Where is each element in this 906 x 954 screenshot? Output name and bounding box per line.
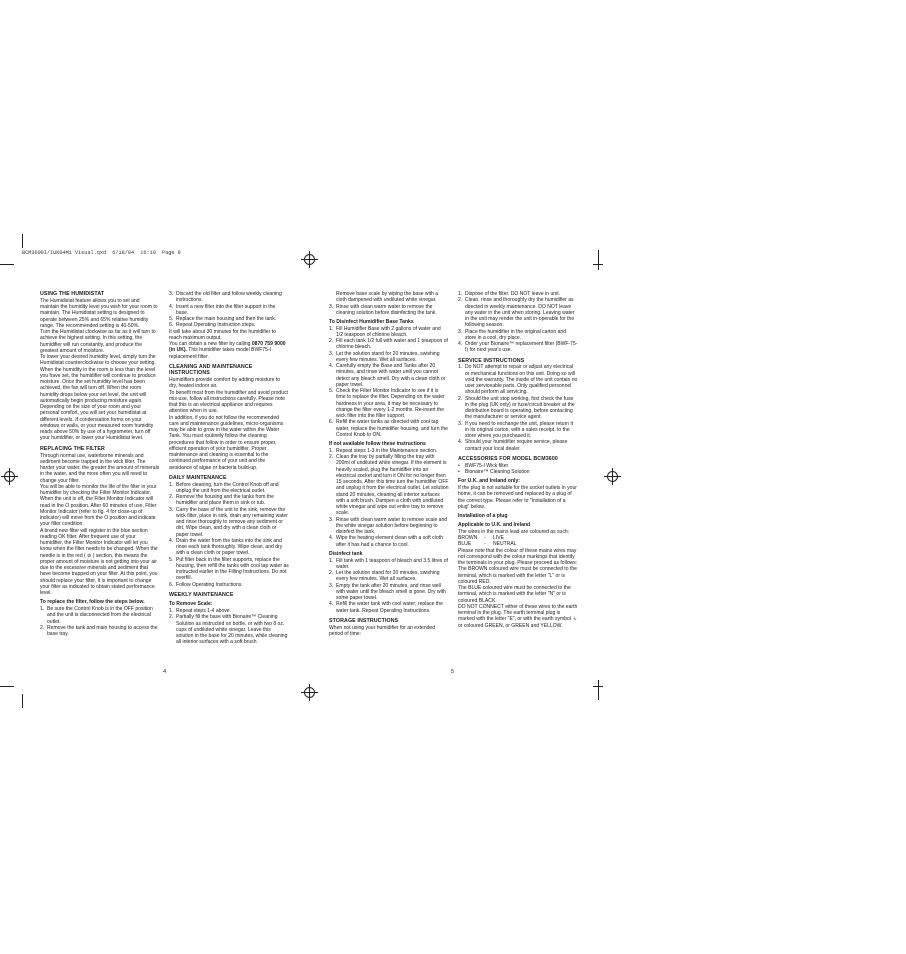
- list-item: 1. Repeat steps 1-3 in the Maintenance section.: [329, 447, 438, 454]
- numbered-list: [169, 291, 289, 329]
- page-number-left: 4: [163, 669, 167, 675]
- paragraph: In addition, if you do not follow the recommended care and maintenance guidelines, micro-organisms may be able to grow in the water within the Water Tank. You must routinely follow the cleaning procedures that follow in order to ensure proper, efficient operation of your humidifier. Proper maintenance and cleaning is essential to the continued performance of your unit and the avoidance of algae or bacteria build-up.: [169, 414, 284, 471]
- subsection-title: To replace the filter, follow the steps below.: [40, 599, 145, 606]
- list-item: 4. Drain the water from the tanks into the sink and rinse each tank thoroughly. Wipe clean, and dry with a clean cloth or paper towel.: [169, 537, 283, 557]
- list-item: 2. Remove the housing and the tanks from the humidifier and place them in sink or tub.: [169, 494, 274, 507]
- list-item: 1. Be sure the Control Knob is in the OFF position and the unit is disconnected from the electrical outlet.: [40, 606, 153, 625]
- bullet-list: [458, 463, 578, 476]
- paragraph: When the humidity in the room is less than the level you have set, the humidifier will continue to produce moisture. Once the set humidity level has been achieved, the fan will turn off. When the room humidity drops below your set level, the unit will automatically begin producing moisture again.: [40, 366, 156, 404]
- list-item: 6. Refill the water tanks as directed with cool tap water, replace the humidifier housing, and turn the Control Knob to ON.: [329, 419, 448, 438]
- crop-mark: [0, 264, 14, 265]
- section-title: WEEKLY MAINTENANCE: [169, 591, 234, 598]
- crop-mark: [22, 694, 23, 708]
- list-item: 3. Place the humidifier in the original carton and store in a cool, dry place.: [458, 328, 566, 341]
- section-title: CLEANING AND MAINTENANCE INSTRUCTIONS: [169, 363, 253, 377]
- paragraph: The BLUE coloured wire must be connected to the terminal, which is marked with the letter "N" or is coloured BLACK.: [458, 585, 571, 604]
- list-item: 6. Repeat Operating Instruction steps.: [169, 322, 256, 329]
- numbered-list: [169, 608, 289, 646]
- wire-row: BROWN - LIVE: [458, 535, 504, 542]
- column-2: [169, 291, 289, 646]
- list-item: 3. Discard the old filter and follow weekly cleaning instructions.: [169, 291, 282, 304]
- subsection-title: To Remove Scale:: [169, 601, 213, 608]
- list-item: 3. Rinse with clean warm water to remove scale and the white vinegar solution before beginning to disinfect the tank.: [329, 516, 448, 536]
- paragraph: Turn the Humidistat clockwise as far as it will turn to achieve the highest setting. In this setting, the humidifier will run constantly, and produce the greatest amount of moisture.: [40, 329, 156, 354]
- list-item: 4. Carefully empty the Base and Tanks after 20 minutes, and rinse with water until you cannot detect any bleach smell. Dry with a clean cloth or paper towel.: [329, 363, 446, 388]
- paragraph: Humidifiers provide comfort by adding moisture to dry, heated indoor air.: [169, 377, 281, 390]
- list-item: 1. Dispose of the filter. DO NOT leave in unit.: [458, 291, 560, 297]
- list-item: 2. Clean the tray by partially filling the tray with 200ml of undiluted white vinegar. If the element is heavily scaled, plug the humidifier into an electrical socket and turn it ON for no longer then 15 seconds. After this time turn the humidifier OFF and unplug it from the electrical outlet. Let solution stand 20 minutes, cleaning all interior surfaces with a soft brush. Dampen a cloth with undiluted white vinegar and wipe out entire tray to remove scale.: [329, 454, 449, 517]
- crop-mark: [593, 264, 603, 265]
- list-item: 6. Follow Operating Instructions.: [169, 581, 243, 588]
- crop-mark: [593, 686, 603, 687]
- list-item: 2. Partially fill the base with Bionaire™ Cleaning Solution as instructed on bottle, or with two 8 oz. cups of undiluted white vinegar. Leave this solution in the base for 20 minutes, while cleaning all interior surfaces with a soft brush.: [169, 614, 288, 646]
- list-item: 5. Replace the main housing and then the tank.: [169, 316, 277, 322]
- page-number-right: 5: [451, 669, 455, 675]
- list-item: Remove base scale by wiping the base with a cloth dampened with undiluted white vinegar.: [336, 291, 439, 304]
- crop-mark: [598, 680, 599, 700]
- list-item: 3. Empty the tank after 20 minutes, and rinse well with water until the bleach smell is gone. Dry with some paper towel.: [329, 582, 446, 602]
- paragraph: The wires in the mains lead are coloured as such:: [458, 528, 570, 535]
- list-item: 3. Rinse with clean warm water to remove the cleaning solution before disinfecting the tank.: [329, 303, 437, 316]
- registration-mark-icon: [304, 687, 315, 698]
- numbered-list: [458, 291, 578, 354]
- subsection-title: Installation of a plug: [458, 513, 508, 520]
- paragraph: The Humidistat feature allows you to set and maintain the humidity level you wish for your room to maintain. The Humidistat setting is designed to operate between 25% and 65% relative humidity range. The recommended setting is 40-50%.: [40, 297, 158, 329]
- subsection-title: To Disinfect Humidifier Base Tanks: [329, 319, 414, 325]
- wire-row: BLUE - NEUTRAL: [458, 541, 517, 548]
- list-item: 2. Remove the tank and main housing to access the base tray.: [40, 624, 158, 638]
- list-item: • Bionaire™ Cleaning Solution: [458, 469, 530, 476]
- crop-mark: [22, 234, 23, 248]
- list-item: 1. Fill Humidifier Base with 2 gallons of water and 1/2 teaspoon of chlorine bleach.: [329, 325, 441, 338]
- paragraph: You will be able to monitor the life of the filter in your humidifier by checking the Filter Monitor Indicator. When the unit is off, the Filter Monitor Indicator will read in the O position. After 60 minutes of use, Filter Monitor Indicator (refer to fig. 4 for close-up of indicator) will move from the O position and indicate your filter condition.: [40, 483, 157, 528]
- list-item: 2. Let the solution stand for 20 minutes, swishing every few minutes. Wet all surfaces.: [329, 570, 440, 583]
- paragraph: To lower your desired humidity level, simply turn the Humidistat counterclockwise to choose your setting.: [40, 354, 156, 367]
- paragraph: When not using your humidifier for an extended period of time:: [329, 624, 436, 638]
- section-title: USING THE HUMIDISTAT: [40, 291, 105, 297]
- paragraph: Depending on the size of your room and your personal comfort, you will set your humidistat at different levels. If condensation forms on your windows or walls, or your measured room humidity reads above 50% by use of a hygrometer, turn off your humidifier, or lower your Humidistat level.: [40, 404, 154, 442]
- subsection-title: If not available follow these instructions: [329, 441, 426, 448]
- paragraph: DO NOT CONNECT either of these wires to the earth terminal in the plug. The earth terminal plug is marked with the letter "E", or with the earth symbol ⏚ or coloured GREEN, or GREEN and YELLOW.: [458, 603, 578, 629]
- list-item: 1. Do NOT attempt to repair or adjust any electrical or mechanical functions on this unit. Doing so will void the warranty. The inside of the unit contain no user serviceable parts. Only qualified personnel should perform all servicing.: [458, 364, 578, 396]
- section-title: ACCESSORIES FOR MODEL BCM3600: [458, 455, 558, 462]
- list-item: 3. Let the solution stand for 20 minutes, swishing every few minutes. Wet all surfaces.: [329, 350, 440, 363]
- section-title: DAILY MAINTENANCE: [169, 474, 227, 481]
- list-item: 4. Refill the water tank with cool water; replace the water tank. Repeat Operating Instructions.: [329, 601, 443, 614]
- numbered-list: [329, 326, 449, 439]
- column-3: [329, 291, 449, 637]
- paragraph: The BROWN coloured wire must be connected to the terminal, which is marked with the letter "L" or is coloured RED.: [458, 566, 577, 585]
- list-item: 3. Carry the base of the unit to the sink, remove the wick filter, place in sink, drain any remaining water and rinse thoroughly to remove any sediment or dirt. Wipe clean, and dry with a clean cloth or paper towel.: [169, 506, 288, 538]
- list-item: 2. Should the unit stop working, first check the fuse in the plug (UK only) or fuse/circuit breaker at the distribution board is operating, before contacting the manufacturer or service agent.: [458, 395, 575, 421]
- numbered-list: [458, 364, 578, 452]
- paragraph: If the plug is not suitable for the socket outlets in your home, it can be removed and replaced by a plug of the correct type. Please refer to "Installation of a plug" below.: [458, 485, 577, 510]
- registration-mark-icon: [4, 471, 15, 482]
- subsection-title: Disinfect tank: [329, 550, 363, 557]
- section-title: SERVICE INSTRUCTIONS: [458, 357, 525, 364]
- subsection-title: Applicable to U.K. and Ireland: [458, 522, 531, 529]
- list-item: 5. Check the Filter Monitor Indicator to see if it is time to replace the filter. Depending on the water hardness in your area, it may be necessary to change the filter every 1-2 months. Re-insert the wick filter into the filter support.: [329, 388, 445, 420]
- subsection-title: For U.K. and Ireland only:: [458, 478, 520, 485]
- paragraph: Through normal use, waterborne minerals and sediment become trapped in the wick filter. The harder your water, the greater the amount of minerals in the water, and the more often you will need to change your filter.: [40, 452, 160, 484]
- list-item: 2. Clean, rinse and thoroughly dry the humidifier as directed in weekly maintenance. DO NOT leave any water in the unit when storing. Leaving water in the unit may render the unit in-operable for the following season.: [458, 297, 575, 329]
- list-item: 5. Put filter back in the filter supports, replace the housing, then refill the tanks with cool tap water as instructed earlier in the Filling Instructions. Do not overfill.: [169, 556, 289, 582]
- column-1: [40, 291, 160, 637]
- list-item: 1. Repeat steps 1-4 above.: [169, 608, 231, 615]
- list-item: 4. Wipe the heating element clean with a soft cloth after it has had a chance to cool.: [329, 535, 443, 548]
- column-4: [458, 291, 578, 629]
- paragraph: A brand new filter will register in the blue section reading OK filter. After frequent use of your humidifier, the Filter Monitor Indicator will let you know when the filter needs to be changed. When the needle is in the red ( ⊘ ) section, this means the proper amount of moisture is not getting into your air due to the excessive minerals and sediment that have become trapped on your filter. At this point, you should replace your filter. It is important to change your filter as indicated to obtain stated performance level.: [40, 527, 158, 597]
- list-item: 2. Fill each tank 1/2 full with water and 1 teaspoon of chlorine bleach.: [329, 338, 448, 351]
- list-item: • BWF75-I Wick filter.: [458, 462, 510, 469]
- paragraph: Please note that the colour of these mains wires may not correspond with the colour markings that identify the terminals in your plug. Please proceed as follows:: [458, 547, 578, 567]
- numbered-list: [329, 448, 449, 548]
- list-item: 4. Insert a new filter into the filter support in the base.: [169, 303, 276, 316]
- numbered-list: [40, 606, 160, 637]
- paragraph: To benefit most from the humidifier and avoid product mis-use, follow all instructions carefully. Please note that this is an electrical appliance and requires attention when in use.: [169, 389, 288, 415]
- registration-mark-icon: [607, 471, 618, 482]
- list-item: 4. Should your humidifier require service, please contact your local dealer.: [458, 439, 568, 452]
- section-title: REPLACING THE FILTER: [40, 445, 105, 452]
- list-item: 1. Fill tank with 1 teaspoon of bleach and 3.5 litres of water.: [329, 557, 448, 570]
- numbered-list: [329, 291, 449, 316]
- file-slug: BCM3600I/IUK04M1 Visual.qxd 6/18/04 16:10 Page 9: [22, 250, 181, 256]
- paragraph: It will take about 30 minutes for the humidifier to reach maximum output.: [169, 328, 276, 341]
- numbered-list: [169, 482, 289, 588]
- numbered-list: [329, 558, 449, 614]
- crop-mark: [598, 250, 599, 270]
- registration-mark-icon: [304, 254, 315, 265]
- list-item: 1. Before cleaning, turn the Control Knob off and unplug the unit from the electrical outlet.: [169, 481, 279, 494]
- list-item: 4. Order your Bionaire™ replacement filter (BWF-75-I) for next year's use.: [458, 341, 578, 354]
- crop-mark: [0, 686, 14, 687]
- section-title: STORAGE INSTRUCTIONS: [329, 617, 399, 624]
- paragraph: You can obtain a new filter by calling 0870 759 9000 (in UK). This humidifier takes model BWF75-I replacement filter.: [169, 341, 286, 360]
- list-item: 3. If you need to exchange the unit, please return it in its original carton, with a sales receipt, to the store where you purchased it.: [458, 420, 574, 440]
